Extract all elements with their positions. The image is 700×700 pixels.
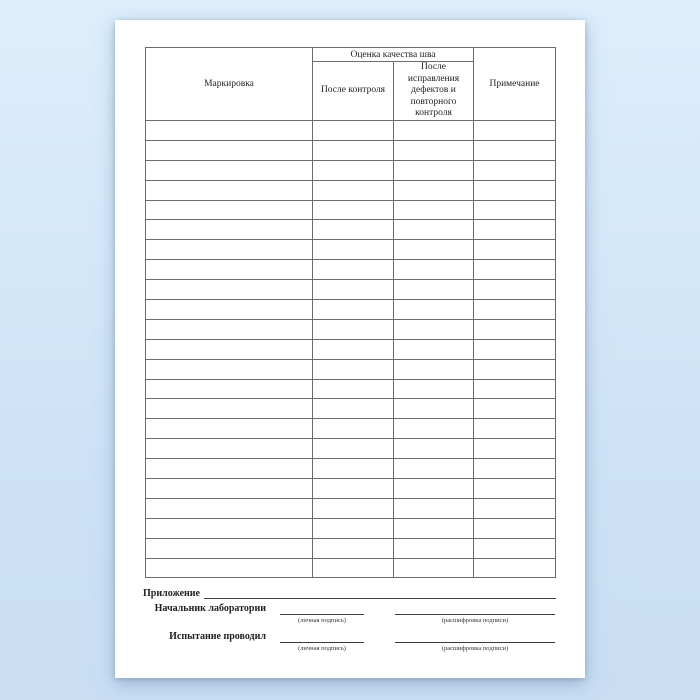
cell-note xyxy=(474,220,556,240)
table-row xyxy=(146,339,556,359)
cell-note xyxy=(474,260,556,280)
cell-after-control xyxy=(313,260,394,280)
cell-after-repair xyxy=(394,200,474,220)
cell-after-control xyxy=(313,300,394,320)
signature-blank-line xyxy=(395,630,555,643)
header-marking: Маркировка xyxy=(146,48,313,121)
cell-after-control xyxy=(313,319,394,339)
cell-after-repair xyxy=(394,280,474,300)
table-row xyxy=(146,479,556,499)
table-row xyxy=(146,459,556,479)
cell-after-control xyxy=(313,180,394,200)
table-row xyxy=(146,160,556,180)
table-row xyxy=(146,379,556,399)
cell-after-repair xyxy=(394,160,474,180)
table-row xyxy=(146,200,556,220)
cell-after-control xyxy=(313,558,394,578)
cell-after-repair xyxy=(394,260,474,280)
table-row xyxy=(146,180,556,200)
cell-after-repair xyxy=(394,459,474,479)
cell-after-repair xyxy=(394,498,474,518)
signature-blank-line xyxy=(280,630,364,643)
cell-after-control xyxy=(313,240,394,260)
cell-marking xyxy=(146,220,313,240)
signature-blank-line xyxy=(280,602,364,615)
table-row xyxy=(146,280,556,300)
cell-marking xyxy=(146,479,313,499)
cell-note xyxy=(474,300,556,320)
cell-marking xyxy=(146,319,313,339)
cell-after-repair xyxy=(394,140,474,160)
cell-note xyxy=(474,538,556,558)
cell-marking xyxy=(146,399,313,419)
cell-marking xyxy=(146,240,313,260)
cell-after-repair xyxy=(394,220,474,240)
cell-marking xyxy=(146,359,313,379)
personal-signature-block xyxy=(280,602,364,625)
table-row xyxy=(146,260,556,280)
cell-marking xyxy=(146,379,313,399)
cell-after-control xyxy=(313,498,394,518)
table-row xyxy=(146,558,556,578)
attachment-row xyxy=(143,588,556,599)
cell-after-control xyxy=(313,359,394,379)
cell-after-control xyxy=(313,160,394,180)
table-row xyxy=(146,518,556,538)
cell-marking xyxy=(146,280,313,300)
signature-blank-line xyxy=(395,602,555,615)
document-sheet xyxy=(115,20,585,678)
signatory-title: Начальник лаборатории xyxy=(154,603,266,614)
decoded-signature-block xyxy=(395,630,555,653)
cell-note xyxy=(474,160,556,180)
table-body xyxy=(146,121,556,578)
cell-note xyxy=(474,399,556,419)
cell-after-repair xyxy=(394,180,474,200)
attachment-blank-line xyxy=(204,588,556,599)
cell-note xyxy=(474,280,556,300)
signature-row-lab-head xyxy=(115,602,585,628)
cell-after-repair xyxy=(394,558,474,578)
header-quality-group: Оценка качества шва xyxy=(313,48,474,62)
table-row xyxy=(146,419,556,439)
cell-after-control xyxy=(313,538,394,558)
cell-note xyxy=(474,558,556,578)
table-row xyxy=(146,121,556,141)
cell-marking xyxy=(146,200,313,220)
cell-after-control xyxy=(313,200,394,220)
table-row xyxy=(146,319,556,339)
cell-after-repair xyxy=(394,300,474,320)
cell-after-repair xyxy=(394,121,474,141)
weld-quality-table xyxy=(145,47,556,578)
personal-signature-block xyxy=(280,630,364,653)
cell-after-control xyxy=(313,339,394,359)
cell-note xyxy=(474,518,556,538)
table-row xyxy=(146,240,556,260)
cell-after-repair xyxy=(394,379,474,399)
cell-marking xyxy=(146,518,313,538)
table-row xyxy=(146,359,556,379)
cell-after-control xyxy=(313,121,394,141)
cell-marking xyxy=(146,459,313,479)
table-row xyxy=(146,399,556,419)
cell-after-repair xyxy=(394,399,474,419)
personal-signature-hint: (личная подпись) xyxy=(298,617,346,624)
cell-note xyxy=(474,498,556,518)
cell-after-control xyxy=(313,419,394,439)
cell-after-control xyxy=(313,379,394,399)
cell-note xyxy=(474,140,556,160)
cell-marking xyxy=(146,180,313,200)
cell-note xyxy=(474,319,556,339)
cell-note xyxy=(474,359,556,379)
cell-marking xyxy=(146,160,313,180)
cell-after-repair xyxy=(394,359,474,379)
cell-note xyxy=(474,240,556,260)
cell-marking xyxy=(146,339,313,359)
cell-after-repair xyxy=(394,419,474,439)
cell-after-repair xyxy=(394,319,474,339)
cell-after-control xyxy=(313,220,394,240)
table-row xyxy=(146,300,556,320)
decoded-signature-hint: (расшифровка подписи) xyxy=(441,645,509,652)
cell-after-control xyxy=(313,439,394,459)
signature-row-tester xyxy=(115,630,585,656)
table-row xyxy=(146,140,556,160)
cell-note xyxy=(474,180,556,200)
table-row xyxy=(146,439,556,459)
cell-marking xyxy=(146,498,313,518)
cell-after-control xyxy=(313,479,394,499)
cell-marking xyxy=(146,558,313,578)
cell-after-repair xyxy=(394,439,474,459)
cell-note xyxy=(474,339,556,359)
cell-after-repair xyxy=(394,479,474,499)
cell-note xyxy=(474,379,556,399)
cell-marking xyxy=(146,140,313,160)
cell-after-control xyxy=(313,399,394,419)
cell-marking xyxy=(146,121,313,141)
cell-note xyxy=(474,479,556,499)
cell-note xyxy=(474,200,556,220)
cell-note xyxy=(474,459,556,479)
attachment-label: Приложение xyxy=(143,588,200,599)
decoded-signature-hint: (расшифровка подписи) xyxy=(441,617,509,624)
cell-after-control xyxy=(313,459,394,479)
table-row xyxy=(146,498,556,518)
header-after-control: После контроля xyxy=(313,62,394,121)
cell-after-repair xyxy=(394,538,474,558)
cell-marking xyxy=(146,439,313,459)
cell-marking xyxy=(146,419,313,439)
cell-after-control xyxy=(313,518,394,538)
cell-marking xyxy=(146,260,313,280)
cell-after-repair xyxy=(394,518,474,538)
cell-marking xyxy=(146,538,313,558)
table-row xyxy=(146,220,556,240)
personal-signature-hint: (личная подпись) xyxy=(298,645,346,652)
cell-after-control xyxy=(313,140,394,160)
decoded-signature-block xyxy=(395,602,555,625)
cell-marking xyxy=(146,300,313,320)
cell-note xyxy=(474,121,556,141)
header-after-repair: После исправления дефектов и повторного контроля xyxy=(394,62,474,121)
cell-note xyxy=(474,419,556,439)
signatory-title: Испытание проводил xyxy=(169,631,266,642)
table-row xyxy=(146,538,556,558)
cell-after-repair xyxy=(394,339,474,359)
cell-after-repair xyxy=(394,240,474,260)
cell-note xyxy=(474,439,556,459)
cell-after-control xyxy=(313,280,394,300)
header-note: Примечание xyxy=(474,48,556,121)
